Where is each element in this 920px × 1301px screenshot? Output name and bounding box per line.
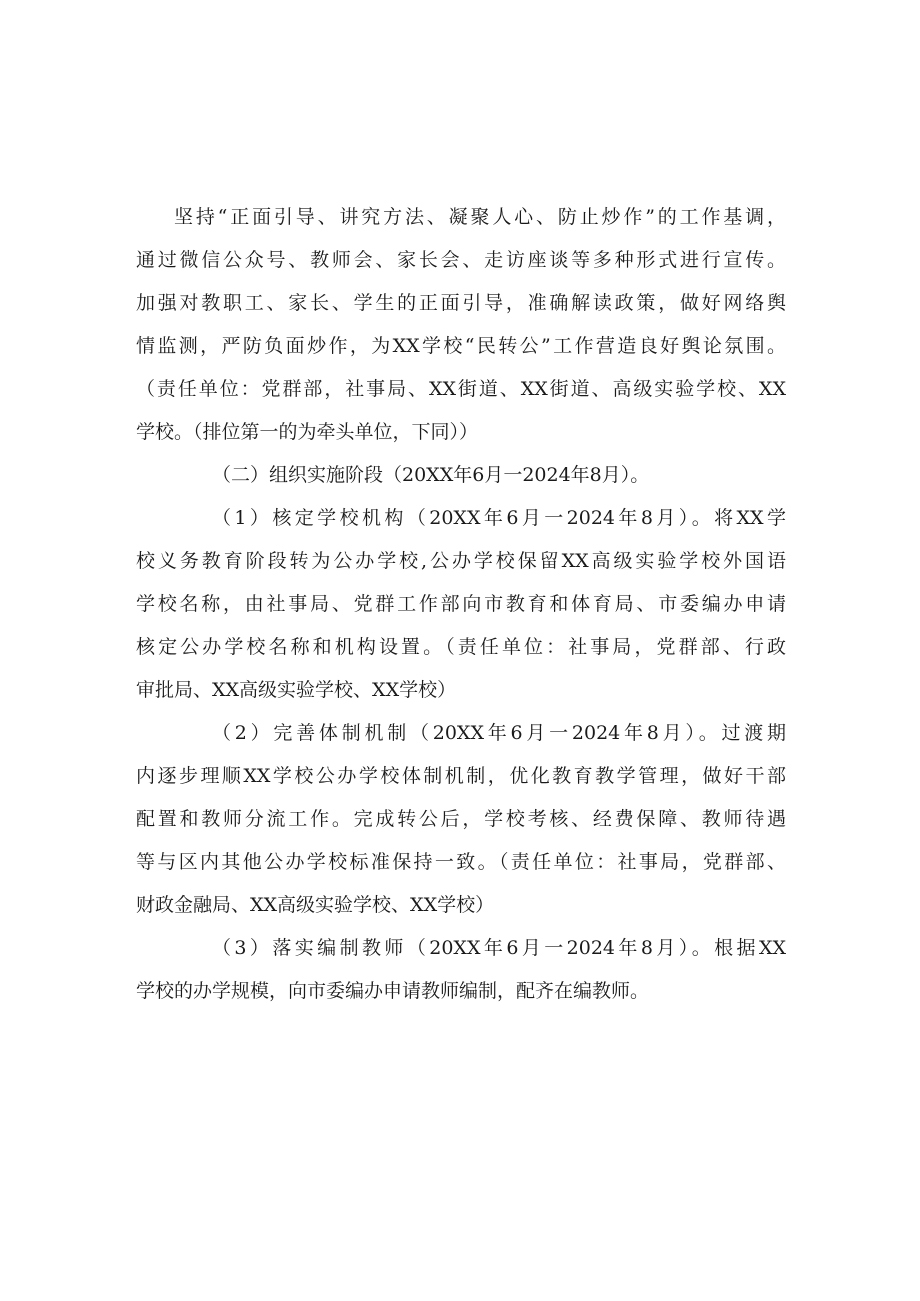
paragraph-publicity xyxy=(136,196,786,454)
text-line: 学校。（排位第一的为牵头单位，下同）） xyxy=(136,421,479,443)
text-line: （3）落实编制教师（20XX年6月一2024年8月）。根据XX xyxy=(212,937,786,959)
text-line: 财政金融局、XX高级实验学校、XX学校） xyxy=(136,894,495,916)
text-line: 内逐步理顺XX学校公办学校体制机制，优化教育教学管理，做好干部 xyxy=(136,765,786,787)
text-line: 情监测，严防负面炒作，为XX学校“民转公”工作营造良好舆论氛围。 xyxy=(136,335,786,357)
text-line: 校义务教育阶段转为公办学校,公办学校保留XX高级实验学校外国语 xyxy=(136,550,786,572)
text-line: （1）核定学校机构（20XX年6月一2024年8月）。将XX学 xyxy=(212,507,786,529)
text-line: 通过微信公众号、教师会、家长会、走访座谈等多种形式进行宣传。 xyxy=(136,249,786,271)
text-line: （责任单位：党群部，社事局、XX街道、XX街道、高级实验学校、XX xyxy=(136,378,786,400)
text-line: （二）组织实施阶段（20XX年6月一2024年8月）。 xyxy=(212,464,650,486)
paragraph-item-2 xyxy=(136,712,786,927)
text-line: 核定公办学校名称和机构设置。（责任单位：社事局，党群部、行政 xyxy=(136,636,786,658)
text-line: 审批局、XX高级实验学校、XX学校） xyxy=(136,679,457,701)
text-line: 配置和教师分流工作。完成转公后，学校考核、经费保障、教师待遇 xyxy=(136,808,786,830)
text-line: 加强对教职工、家长、学生的正面引导，准确解读政策，做好网络舆 xyxy=(136,292,786,314)
text-line: 等与区内其他公办学校标准保持一致。（责任单位：社事局，党群部、 xyxy=(136,851,786,873)
text-line: 学校名称，由社事局、党群工作部向市教育和体育局、市委编办申请 xyxy=(136,593,786,615)
section-heading-implementation xyxy=(136,454,786,497)
paragraph-item-3 xyxy=(136,927,786,1013)
text-line: 学校的办学规模，向市委编办申请教师编制，配齐在编教师。 xyxy=(136,980,650,1002)
paragraph-item-1 xyxy=(136,497,786,712)
document-body xyxy=(136,196,786,1013)
text-line: 坚持“正面引导、讲究方法、凝聚人心、防止炒作”的工作基调， xyxy=(174,206,786,228)
text-line: （2）完善体制机制（20XX年6月一2024年8月）。过渡期 xyxy=(212,722,786,744)
